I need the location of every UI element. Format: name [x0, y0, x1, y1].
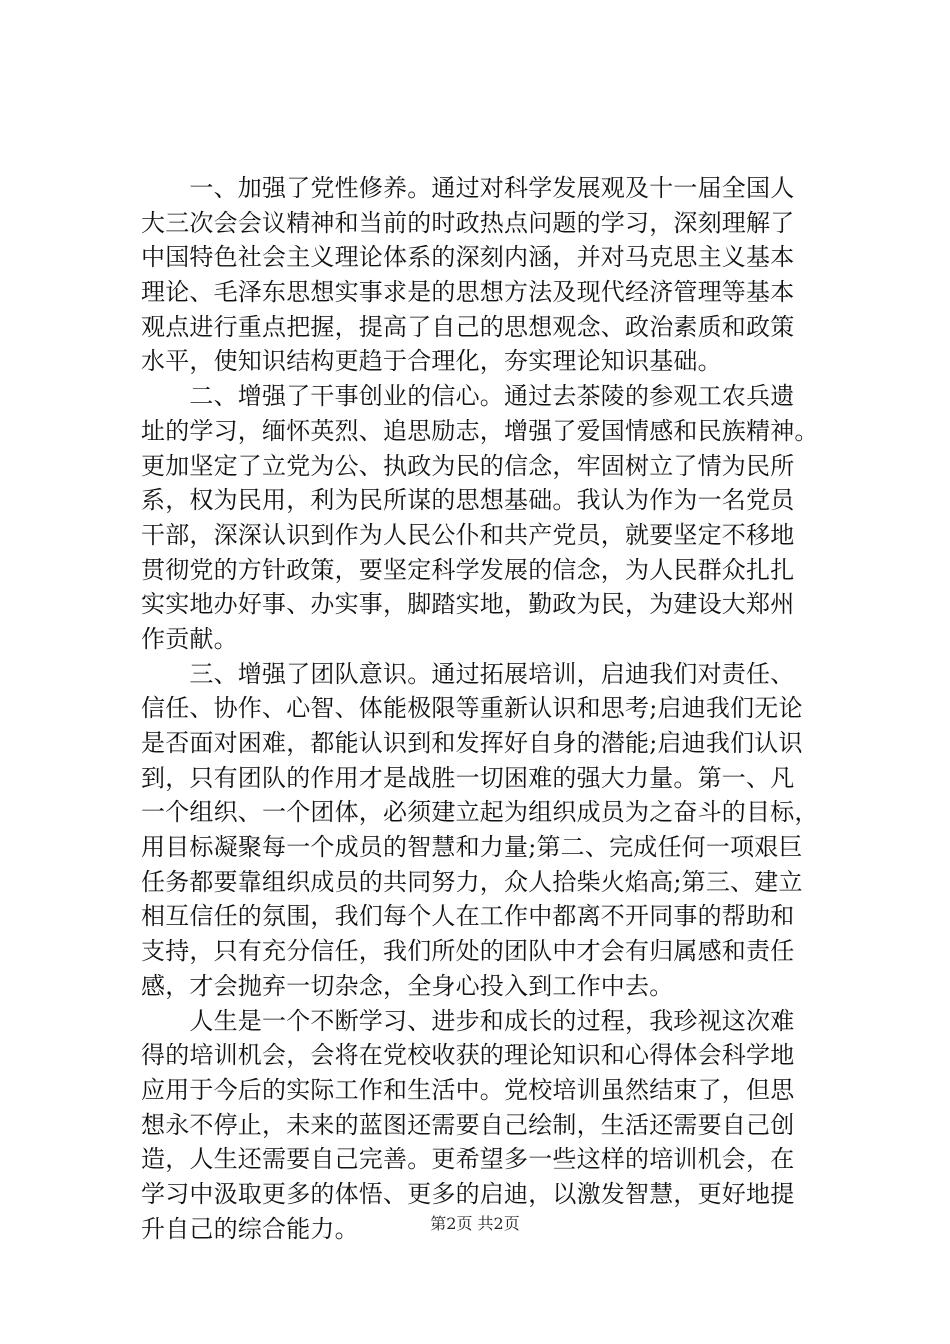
text-line: 感，才会抛弃一切杂念，全身心投入到工作中去。: [141, 971, 674, 1000]
text-line: 理论、毛泽东思想实事求是的思想方法及现代经济管理等基本: [141, 278, 795, 307]
text-line: 支持，只有充分信任，我们所处的团队中才会有归属感和责任: [141, 937, 795, 966]
text-line: 升自己的综合能力。: [141, 1214, 359, 1243]
text-line: 用目标凝聚每一个成员的智慧和力量;第二、完成任何一项艰巨: [141, 833, 803, 862]
text-line: 三、增强了团队意识。通过拓展培训，启迪我们对责任、: [141, 659, 795, 688]
page-number-footer: 第2页 共2页: [430, 1214, 520, 1233]
text-line: 信任、协作、心智、体能极限等重新认识和思考;启迪我们无论: [141, 694, 803, 723]
text-line: 更加坚定了立党为公、执政为民的信念，牢固树立了情为民所: [141, 451, 795, 480]
text-line: 应用于今后的实际工作和生活中。党校培训虽然结束了，但思: [141, 1075, 795, 1104]
text-line: 到，只有团队的作用才是战胜一切困难的强大力量。第一、凡: [141, 763, 795, 792]
text-line: 学习中汲取更多的体悟、更多的启迪，以激发智慧，更好地提: [141, 1179, 795, 1208]
body-text: [141, 171, 841, 1246]
text-line: 想永不停止，未来的蓝图还需要自己绘制，生活还需要自己创: [141, 1110, 795, 1139]
text-line: 造，人生还需要自己完善。更希望多一些这样的培训机会，在: [141, 1145, 795, 1174]
text-line: 实实地办好事、办实事，脚踏实地，勤政为民，为建设大郑州: [141, 590, 795, 619]
text-line: 观点进行重点把握，提高了自己的思想观念、政治素质和政策: [141, 312, 795, 341]
text-line: 二、增强了干事创业的信心。通过去茶陵的参观工农兵遗: [141, 382, 795, 411]
text-line: 是否面对困难，都能认识到和发挥好自身的潜能;启迪我们认识: [141, 729, 803, 757]
text-line: 系，权为民用，利为民所谋的思想基础。我认为作为一名党员: [141, 486, 795, 515]
text-line: 一、加强了党性修养。通过对科学发展观及十一届全国人: [141, 174, 795, 202]
text-line: 贯彻党的方针政策，要坚定科学发展的信念，为人民群众扎扎: [141, 555, 795, 584]
text-line: 任务都要靠组织成员的共同努力，众人拾柴火焰高;第三、建立: [141, 867, 803, 896]
text-line: 作贡献。: [141, 624, 238, 653]
text-line: 得的培训机会，会将在党校收获的理论知识和心得体会科学地: [141, 1041, 795, 1070]
text-line: 相互信任的氛围，我们每个人在工作中都离不开同事的帮助和: [141, 902, 795, 931]
text-line: 人生是一个不断学习、进步和成长的过程，我珍视这次难: [141, 1006, 795, 1035]
text-line: 一个组织、一个团体，必须建立起为组织成员为之奋斗的目标，: [141, 798, 819, 827]
text-line: 中国特色社会主义理论体系的深刻内涵，并对马克思主义基本: [141, 243, 795, 272]
text-line: 水平，使知识结构更趋于合理化，夯实理论知识基础。: [141, 347, 722, 376]
text-line: 址的学习，缅怀英烈、追思励志，增强了爱国情感和民族精神。: [141, 416, 819, 445]
text-line: 干部，深深认识到作为人民公仆和共产党员，就要坚定不移地: [141, 520, 795, 549]
text-line: 大三次会会议精神和当前的时政热点问题的学习，深刻理解了: [141, 208, 795, 237]
